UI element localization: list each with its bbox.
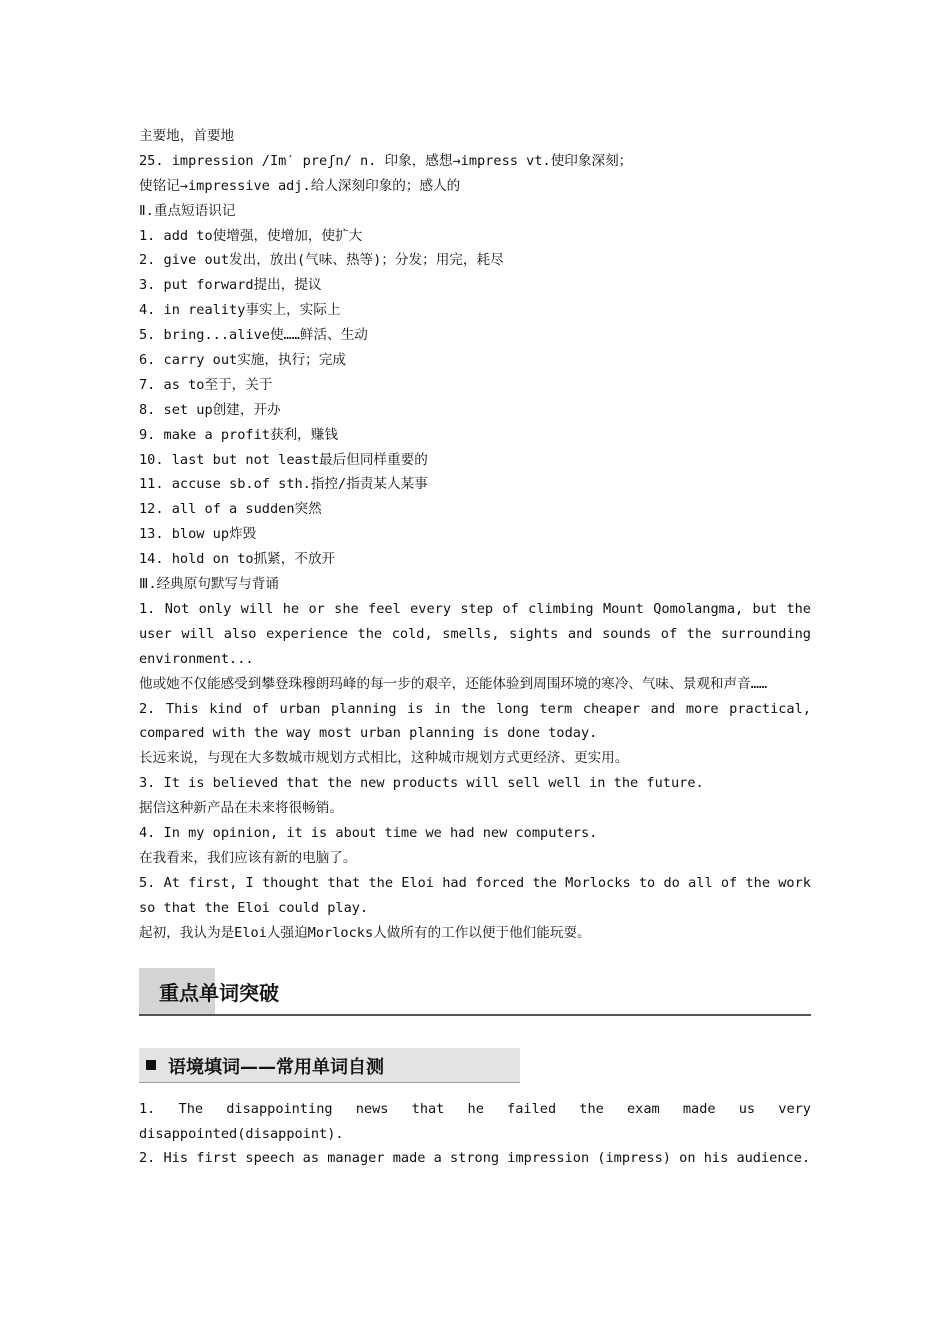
- section-heading: [139, 968, 811, 1016]
- section-heading-title: 重点单词突破: [159, 980, 279, 1005]
- sentence-chinese: 长远来说，与现在大多数城市规划方式相比，这种城市规划方式更经济、更实用。: [139, 750, 629, 767]
- phrase-item: 6. carry out实施，执行；完成: [139, 352, 346, 369]
- square-bullet-icon: [146, 1060, 156, 1070]
- sentence-english: 3. It is believed that the new products will sell well in the future.: [139, 775, 704, 792]
- exercise-item: 1. The disappointing news that he failed the exam made us very disappointed(disappoint).: [139, 1100, 811, 1142]
- vocab-item-25-continued: 使铭记→impressive adj.给人深刻印象的；感人的: [139, 177, 461, 194]
- vocab-item-25: 25. impression /Im′ preʃn/ n. 印象，感想→impress vt.使印象深刻；: [139, 152, 633, 169]
- phrase-item: 12. all of a sudden突然: [139, 501, 322, 518]
- phrase-item: 2. give out发出，放出(气味、热等)；分发；用完，耗尽: [139, 252, 504, 269]
- phrase-item: 8. set up创建，开办: [139, 401, 281, 418]
- document-page: [139, 124, 811, 1171]
- sentences-title: Ⅲ.经典原句默写与背诵: [139, 576, 279, 593]
- phrase-item: 1. add to使增强，使增加，使扩大: [139, 227, 363, 244]
- exercise-item: 2. His first speech as manager made a strong impression (impress) on his audience.: [139, 1150, 811, 1167]
- sentence-english: 2. This kind of urban planning is in the long term cheaper and more practical, compared with the way most urban planning is done today.: [139, 700, 811, 742]
- phrase-item: 11. accuse sb.of sth.指控/指责某人某事: [139, 476, 428, 493]
- subsection-heading: [139, 1048, 520, 1083]
- phrase-item: 4. in reality事实上，实际上: [139, 302, 341, 319]
- subsection-heading-title: 语境填词——常用单词自测: [168, 1056, 384, 1078]
- sentence-chinese: 起初，我认为是Eloi人强迫Morlocks人做所有的工作以便于他们能玩耍。: [139, 924, 591, 941]
- phrase-item: 14. hold on to抓紧，不放开: [139, 551, 336, 568]
- phrase-item: 10. last but not least最后但同样重要的: [139, 451, 428, 468]
- sentence-english: 4. In my opinion, it is about time we had new computers.: [139, 825, 598, 842]
- phrase-item: 5. bring...alive使……鲜活、生动: [139, 327, 368, 344]
- phrase-item: 7. as to至于，关于: [139, 376, 273, 393]
- sentence-english: 5. At first, I thought that the Eloi had forced the Morlocks to do all of the work so that the Eloi could play.: [139, 874, 811, 916]
- sentence-english: 1. Not only will he or she feel every step of climbing Mount Qomolangma, but the user will also experience the cold, smells, sights and sounds of the surrounding environment...: [139, 600, 811, 667]
- phrase-item: 9. make a profit获利，赚钱: [139, 426, 338, 443]
- phrase-item: 13. blow up炸毁: [139, 526, 257, 543]
- phrase-item: 3. put forward提出，提议: [139, 277, 322, 294]
- phrases-title: Ⅱ.重点短语识记: [139, 202, 236, 219]
- sentence-chinese: 据信这种新产品在未来将很畅销。: [139, 800, 343, 817]
- sentence-chinese: 他或她不仅能感受到攀登珠穆朗玛峰的每一步的艰辛，还能体验到周围环境的寒冷、气味、景观和声音……: [139, 675, 768, 692]
- sentence-chinese: 在我看来，我们应该有新的电脑了。: [139, 849, 357, 866]
- vocab-continuation: 主要地，首要地: [139, 128, 235, 144]
